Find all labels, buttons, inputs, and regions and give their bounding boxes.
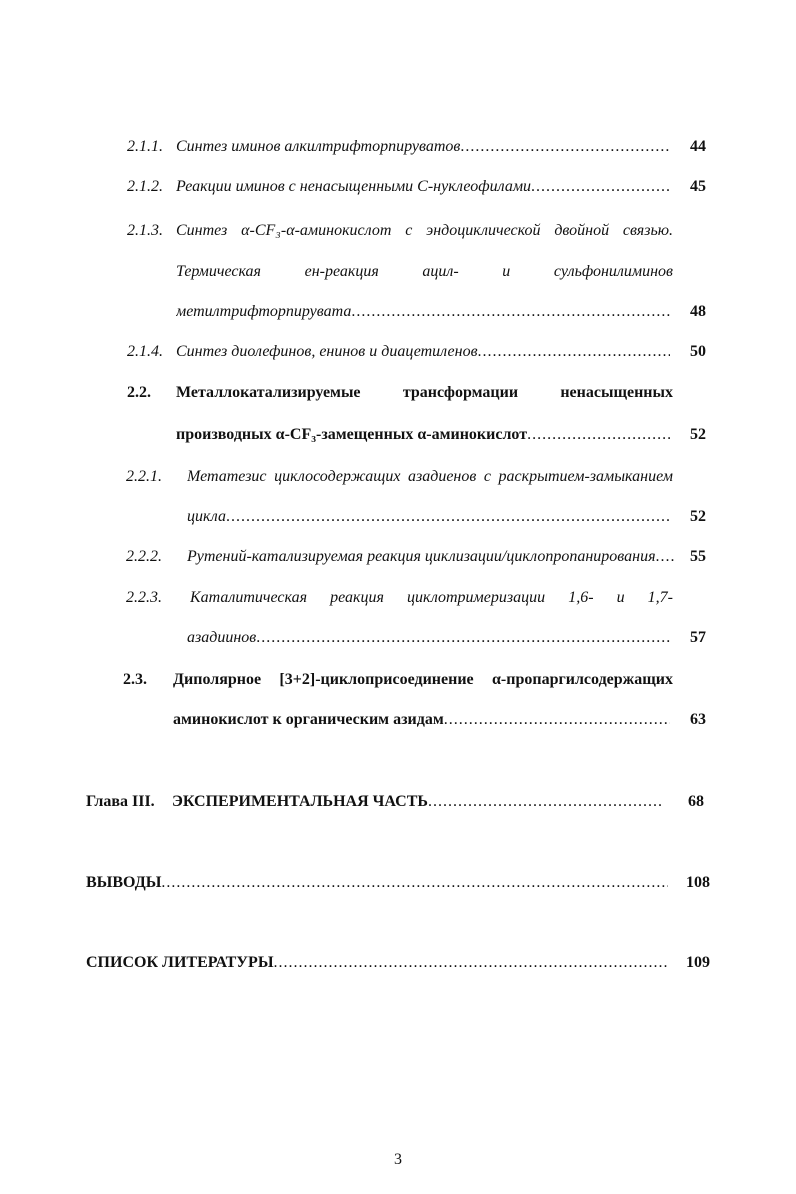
chapter-label: Глава III. <box>86 793 155 810</box>
entry-title-line <box>176 302 670 322</box>
dot-leader <box>478 342 670 362</box>
section-number: 2.1.3. <box>127 222 163 239</box>
section-title: Рутений-катализируемая реакция циклизации/циклопропанирования <box>187 548 656 565</box>
page-ref: 68 <box>688 793 704 810</box>
page-ref: 44 <box>690 138 706 155</box>
entry-title-line <box>86 873 668 893</box>
section-number: 2.2.1. <box>126 468 162 485</box>
chapter-title: ЭКСПЕРИМЕНТАЛЬНАЯ ЧАСТЬ <box>172 793 428 810</box>
section-title-line-1: Каталитическая реакция циклотримеризации 1,6- и 1,7- <box>190 589 673 606</box>
entry-title-line <box>176 137 670 157</box>
section-title: Реакции иминов с ненасыщенными С-нуклеофилами <box>176 178 532 195</box>
dot-leader <box>527 425 670 445</box>
section-title-line-2: аминокислот к органическим азидам <box>173 711 444 728</box>
entry-title-line <box>176 425 670 445</box>
page-ref: 52 <box>690 508 706 525</box>
section-number: 2.1.4. <box>127 343 163 360</box>
page-ref: 52 <box>690 426 706 443</box>
section-title-line-1: Диполярное [3+2]-циклоприсоединение α-пропаргилсодержащих <box>173 671 673 688</box>
dot-leader <box>226 507 670 527</box>
section-number: 2.2.2. <box>126 548 162 565</box>
page-number: 3 <box>394 1151 402 1168</box>
entry-title-line <box>187 547 674 567</box>
section-number: 2.2. <box>127 384 151 401</box>
section-title-line-2: производных α-CF₃-замещенных α-аминокислот <box>176 426 528 443</box>
dot-leader <box>274 953 668 973</box>
entry-title-line <box>172 792 664 812</box>
section-title-line-2: Термическая ен-реакция ацил- и сульфонилиминов <box>176 263 673 280</box>
section-title-line-1: Синтез α-CF₃-α-аминокислот с эндоциклической двойной связью. <box>176 222 673 239</box>
dot-leader <box>460 137 670 157</box>
section-title: Синтез диолефинов, енинов и диацетиленов <box>176 343 478 360</box>
section-title-line-3: метилтрифторпирувата <box>176 303 352 320</box>
section-title-line-1: Металлокатализируемые трансформации ненасыщенных <box>176 384 673 401</box>
entry-title-line <box>187 628 670 648</box>
section-number: 2.3. <box>123 671 147 688</box>
entry-title-line <box>86 953 668 973</box>
page-ref: 48 <box>690 303 706 320</box>
entry-title-line <box>173 710 670 730</box>
entry-title-line <box>176 177 670 197</box>
page-ref: 57 <box>690 629 706 646</box>
section-title-line-2: азадиинов <box>187 629 257 646</box>
dot-leader <box>656 547 675 567</box>
dot-leader <box>428 792 664 812</box>
page-ref: 45 <box>690 178 706 195</box>
section-number: 2.1.2. <box>127 178 163 195</box>
entry-title-line <box>176 342 670 362</box>
page-ref: 63 <box>690 711 706 728</box>
dot-leader <box>444 710 670 730</box>
dot-leader <box>161 873 668 893</box>
section-title-line-1: Метатезис циклосодержащих азадиенов с раскрытием-замыканием <box>187 468 673 485</box>
dot-leader <box>256 628 670 648</box>
page-ref: 109 <box>686 954 710 971</box>
section-title: Синтез иминов алкилтрифторпируватов <box>176 138 461 155</box>
chapter-title: СПИСОК ЛИТЕРАТУРЫ <box>86 954 274 971</box>
dot-leader <box>351 302 670 322</box>
section-number: 2.1.1. <box>127 138 163 155</box>
chapter-title: ВЫВОДЫ <box>86 874 162 891</box>
page-ref: 50 <box>690 343 706 360</box>
section-number: 2.2.3. <box>126 589 162 606</box>
dot-leader <box>531 177 670 197</box>
page-ref: 108 <box>686 874 710 891</box>
entry-title-line <box>187 507 670 527</box>
section-title-line-2: цикла <box>187 508 226 525</box>
page-ref: 55 <box>690 548 706 565</box>
